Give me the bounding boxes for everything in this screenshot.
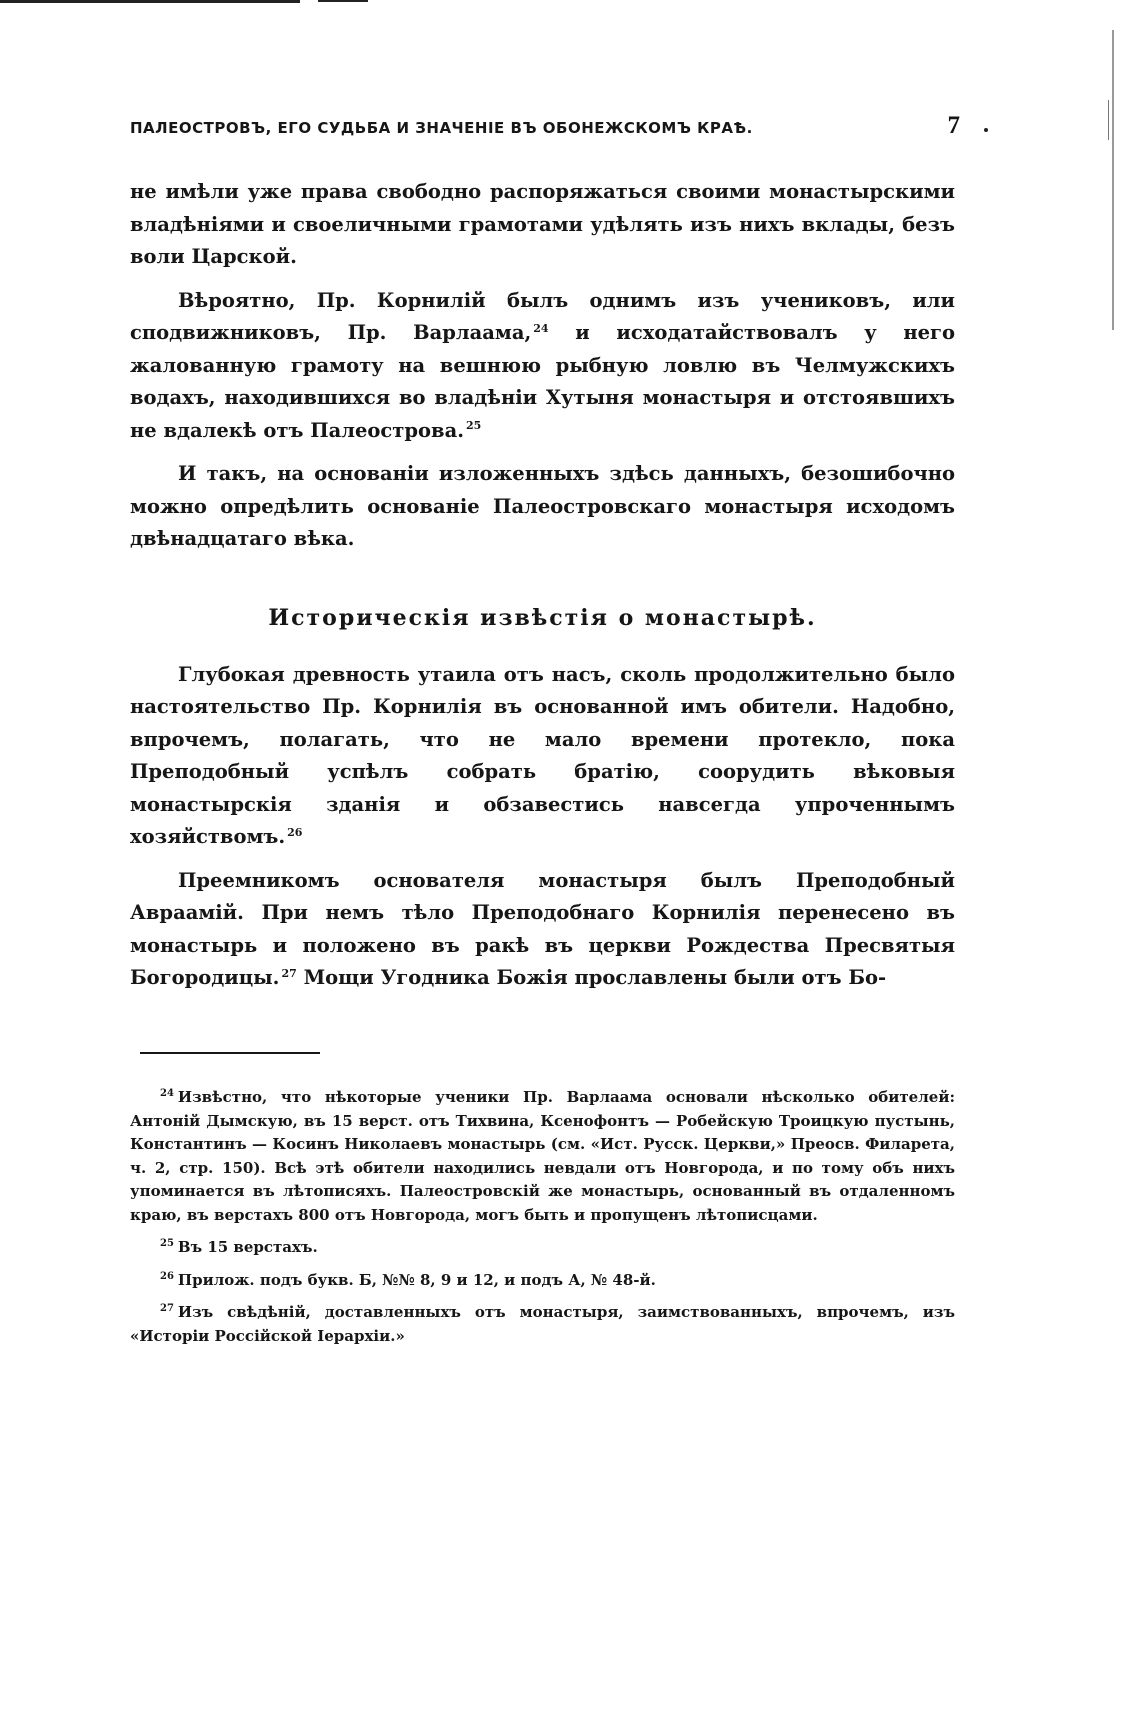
footnote-reference: 24	[533, 321, 549, 335]
paragraph-text: Мощи Угодника Божія прославлены были отъ Бо-	[296, 966, 887, 989]
footnote-text: Прилож. подъ букв. Б, №№ 8, 9 и 12, и подъ А, № 48-й.	[177, 1270, 656, 1289]
footnote-reference: 25	[466, 419, 482, 432]
paragraph	[130, 285, 955, 448]
footnote-reference: 27	[281, 966, 297, 980]
main-text	[130, 176, 955, 995]
footnote	[130, 1269, 955, 1293]
scan-edge-mark	[0, 0, 300, 3]
scan-edge-mark	[1108, 100, 1109, 140]
paragraph	[130, 865, 955, 995]
footnote-divider	[140, 1052, 320, 1054]
footnote-mark: 24	[160, 1088, 174, 1099]
footnote-mark: 27	[160, 1303, 174, 1314]
footnote	[130, 1301, 955, 1348]
section-heading: Историческія извѣстія о монастырѣ.	[268, 604, 817, 631]
paragraph	[130, 176, 955, 274]
footnote-text: Извѣстно, что нѣкоторые ученики Пр. Варлаама основали нѣсколько обителей: Антонiй Дымскую, въ 15 верст. отъ Тихвина, Ксенофонтъ — Робейскую Троицкую пустынь, Константинъ — Косинъ Николаевъ монастырь (см. «Ист. Русск. Церкви,» Преосв. Филарета, ч. 2, стр. 150). Всѣ этѣ обители находились невдали отъ Новгорода, и по тому объ нихъ упоминается въ лѣтописяхъ. Палеостровскій же монастырь, основанный въ отдаленномъ краю, въ верстахъ 800 отъ Новгорода, могъ быть и пропущенъ лѣтописцами.	[130, 1088, 955, 1224]
running-head	[130, 112, 960, 142]
footnote-text: Изъ свѣдѣній, доставленныхъ отъ монастыря, заимствованныхъ, впрочемъ, изъ «Исторіи Россійской Іерархіи.»	[130, 1303, 955, 1345]
paragraph-text: и исходатайствовалъ у него жалованную грамоту на вешнюю рыбную ловлю въ Челмужскихъ водахъ, находившихся во владѣніи Хутыня монастыря и отстоявшихъ не вдалекѣ отъ Палеострова.	[130, 321, 956, 442]
footnote	[130, 1236, 955, 1260]
scan-edge-mark	[318, 0, 368, 2]
footnotes	[130, 1086, 955, 1348]
footnote-reference: 26	[287, 825, 303, 839]
paragraph-text: Преемникомъ основателя монастыря былъ Преподобный Авраамій. При немъ тѣло Преподобнаго Корнилія перенесено въ монастырь и положено въ ракѣ въ церкви Рождества Пресвятыя Богородицы.	[130, 868, 955, 989]
scan-edge-mark	[1112, 30, 1114, 330]
paragraph-text: И такъ, на основаніи изложенныхъ здѣсь данныхъ, безошибочно можно опредѣлить основаніе Палеостровскаго монастыря исходомъ двѣнадцатаго вѣка.	[130, 462, 955, 550]
footnote-mark: 26	[160, 1270, 174, 1282]
page-number: 7	[947, 112, 960, 139]
running-title: ПАЛЕОСТРОВЪ, ЕГО СУДЬБА И ЗНАЧЕНІЕ ВЪ ОБОНЕЖСКОМЪ КРАѢ.	[130, 119, 753, 137]
paragraph-text: Глубокая древность утаила отъ насъ, сколь продолжительно было настоятельство Пр. Корнилія въ основанной имъ обители. Надобно, впрочемъ, полагать, что не мало времени протекло, пока Преподобный успѣлъ собрать братію, соорудить вѣковыя монастырскія зданія и обзавестись навсегда упроченнымъ хозяйствомъ.	[130, 662, 955, 848]
scan-dot	[984, 128, 988, 132]
footnote-text: Въ 15 верстахъ.	[177, 1238, 318, 1256]
paragraph-text: не имѣли уже права свободно распоряжаться своими монастырскими владѣніями и своеличными грамотами удѣлять изъ нихъ вклады, безъ воли Царской.	[130, 180, 955, 268]
paragraph	[130, 458, 955, 556]
paragraph	[130, 659, 955, 854]
paragraph-text: Вѣроятно, Пр. Корнилій былъ однимъ изъ учениковъ, или сподвижниковъ, Пр. Варлаама,	[130, 288, 955, 344]
footnote-mark: 25	[160, 1238, 174, 1249]
footnote	[130, 1086, 955, 1227]
